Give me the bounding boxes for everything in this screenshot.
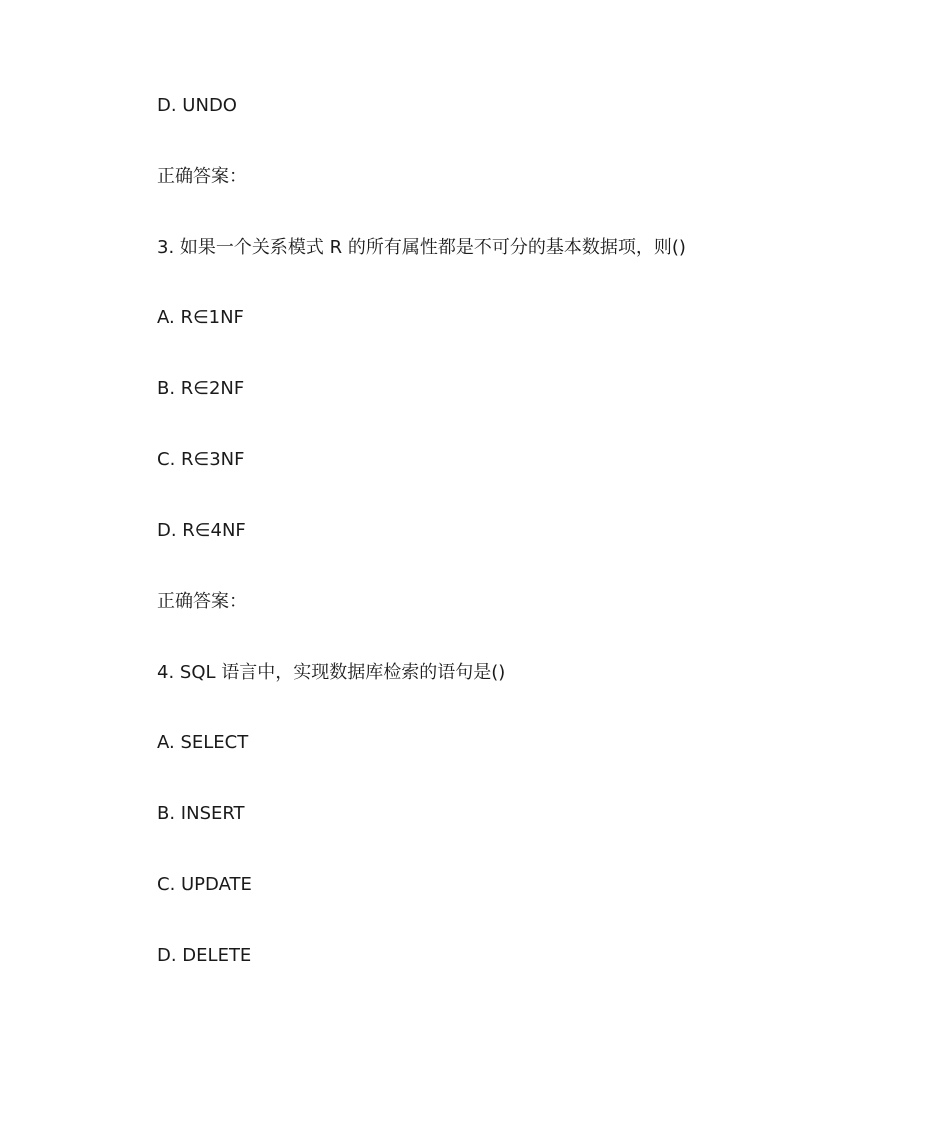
q4-option-c: C. UPDATE — [157, 874, 252, 895]
q4-question: 4. SQL 语言中，实现数据库检索的语句是() — [157, 662, 506, 683]
q2-option-d: D. UNDO — [157, 95, 237, 116]
q3-option-a: A. R∈1NF — [157, 307, 244, 328]
q3-option-c: C. R∈3NF — [157, 449, 245, 470]
q4-option-a: A. SELECT — [157, 732, 249, 753]
q3-question: 3. 如果一个关系模式 R 的所有属性都是不可分的基本数据项，则() — [157, 237, 686, 258]
q3-answer-label: 正确答案： — [157, 591, 247, 612]
q4-option-b: B. INSERT — [157, 803, 245, 824]
q3-option-d: D. R∈4NF — [157, 520, 246, 541]
q3-option-b: B. R∈2NF — [157, 378, 245, 399]
q2-answer-label: 正确答案： — [157, 166, 247, 187]
q4-option-d: D. DELETE — [157, 945, 252, 966]
